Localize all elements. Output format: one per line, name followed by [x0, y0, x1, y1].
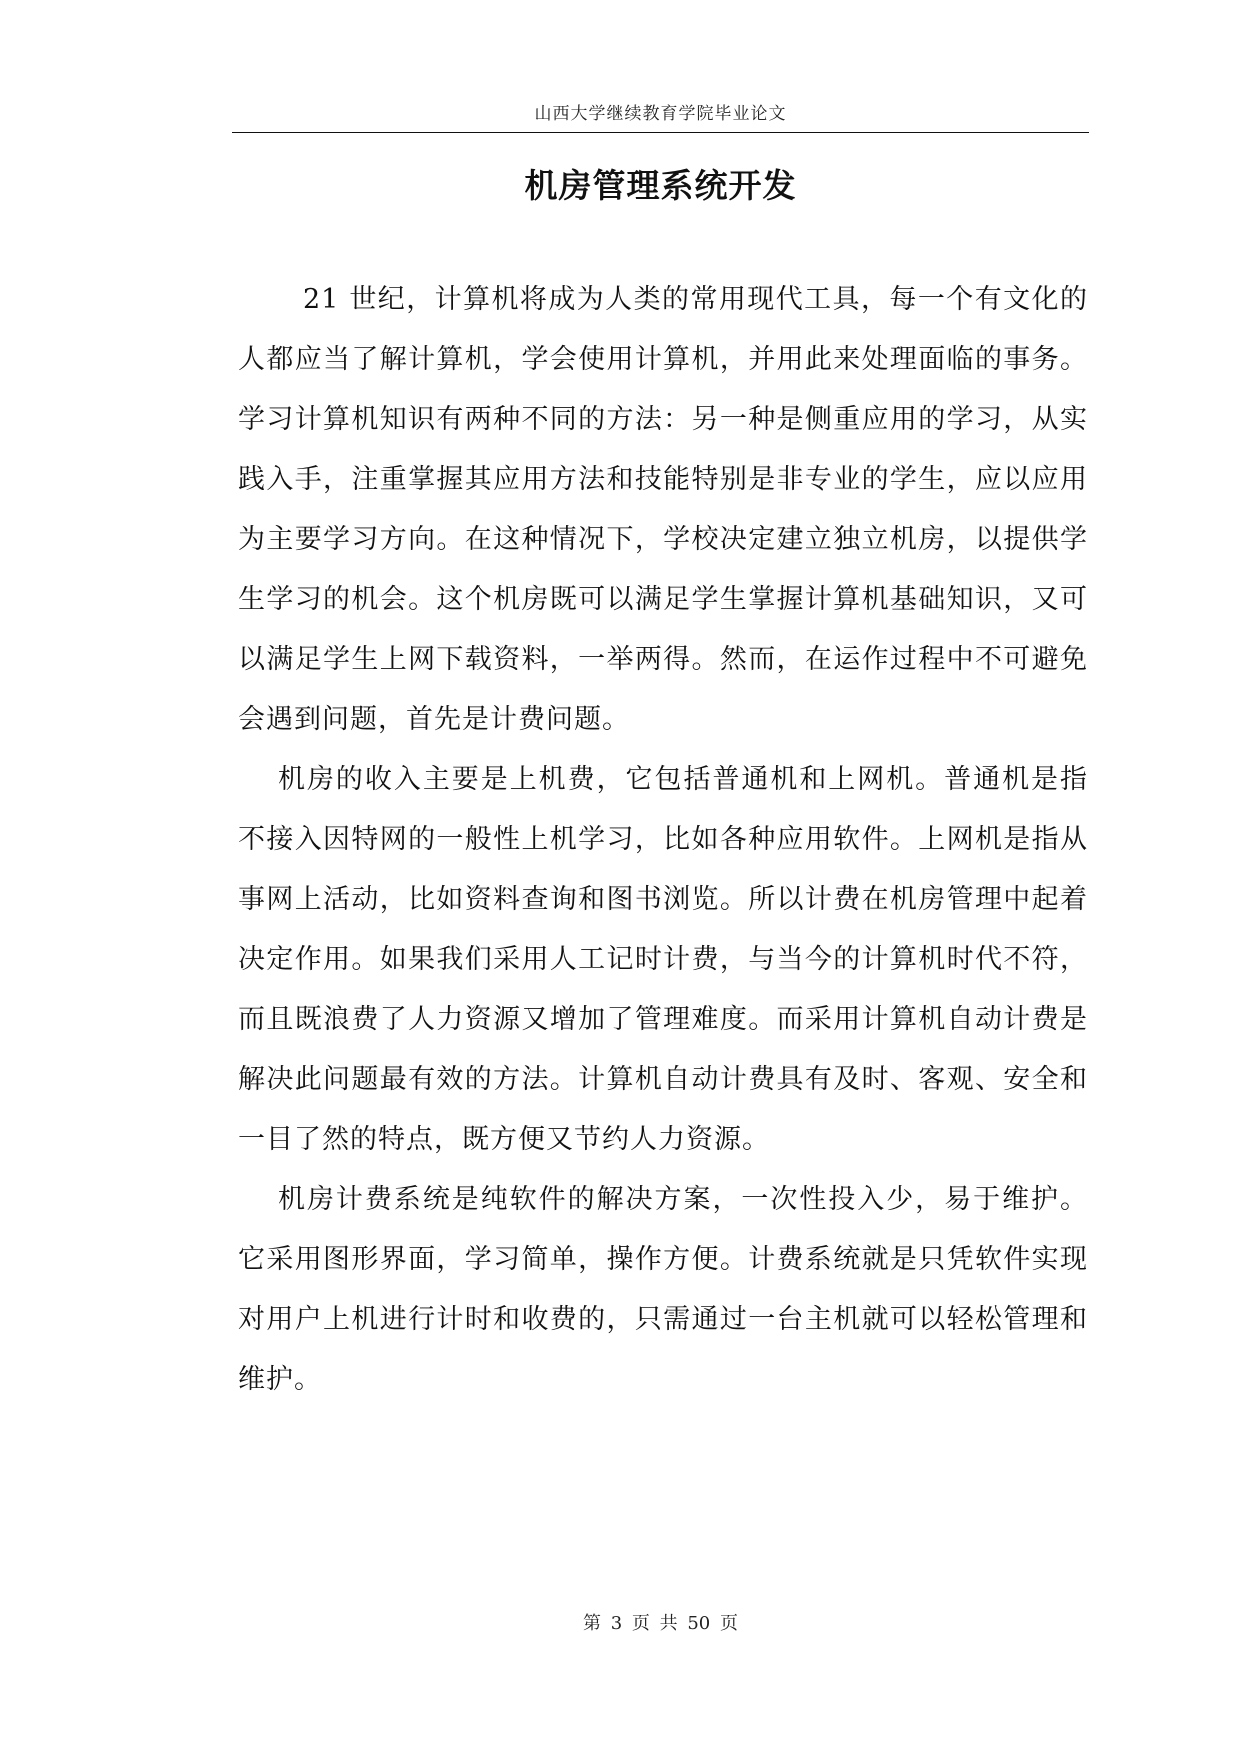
- page-number-footer: 第 3 页 共 50 页: [583, 1613, 738, 1634]
- paragraph-1: 21 世纪，计算机将成为人类的常用现代工具，每一个有文化的人都应当了解计算机，学会使用计算机，并用此来处理面临的事务。学习计算机知识有两种不同的方法：另一种是侧重应用的学习，从实践入手，注重掌握其应用方法和技能特别是非专业的学生，应以应用为主要学习方向。在这种情况下，学校决定建立独立机房，以提供学生学习的机会。这个机房既可以满足学生掌握计算机基础知识，又可以满足学生上网下载资料，一举两得。然而，在运作过程中不可避免会遇到问题，首先是计费问题。: [238, 284, 1088, 735]
- header-rule: [232, 132, 1089, 133]
- paragraph-2: 机房的收入主要是上机费，它包括普通机和上网机。普通机是指不接入因特网的一般性上机学习，比如各种应用软件。上网机是指从事网上活动，比如资料查询和图书浏览。所以计费在机房管理中起着决定作用。如果我们采用人工记时计费，与当今的计算机时代不符，而且既浪费了人力资源又增加了管理难度。而采用计算机自动计费是解决此问题最有效的方法。计算机自动计费具有及时、客观、安全和一目了然的特点，既方便又节约人力资源。: [238, 764, 1088, 1155]
- document-title: 机房管理系统开发: [524, 166, 797, 205]
- paragraph-3: 机房计费系统是纯软件的解决方案，一次性投入少，易于维护。它采用图形界面，学习简单，操作方便。计费系统就是只凭软件实现对用户上机进行计时和收费的，只需通过一台主机就可以轻松管理和维护。: [238, 1184, 1088, 1395]
- running-header: 山西大学继续教育学院毕业论文: [534, 104, 787, 124]
- body-text: [238, 270, 1088, 1410]
